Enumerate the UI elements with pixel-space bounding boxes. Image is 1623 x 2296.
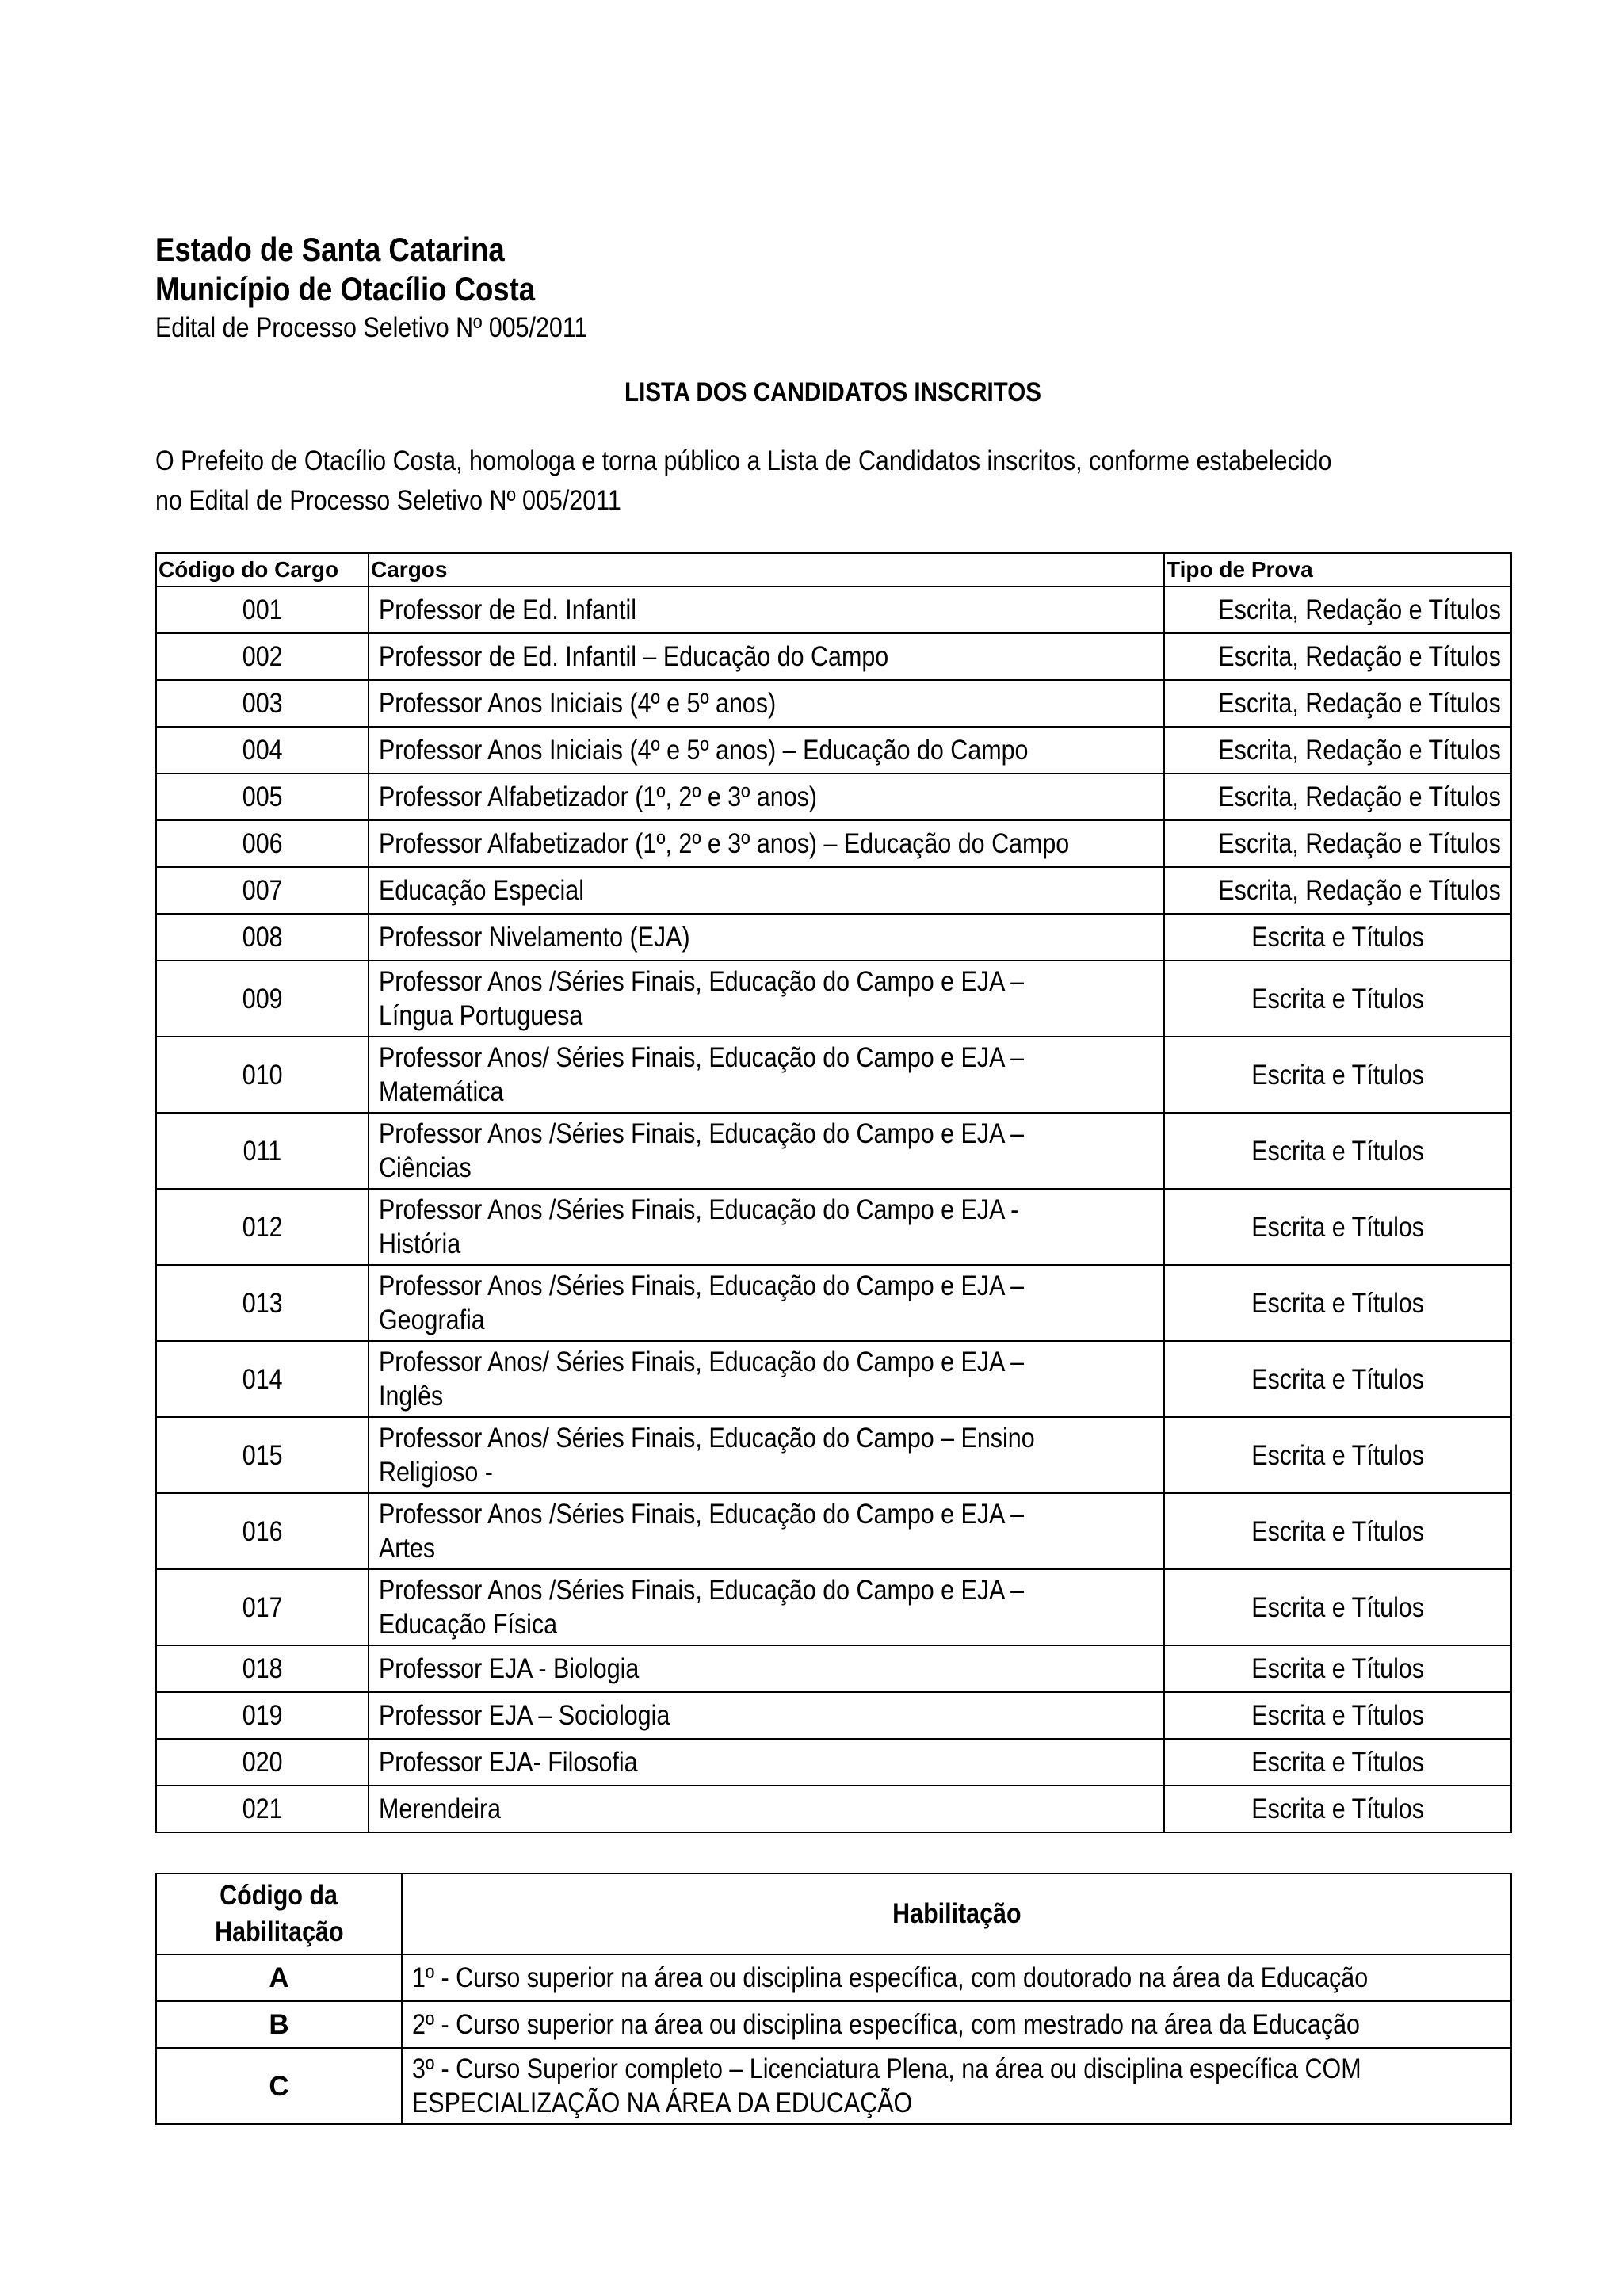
cargo-code-cell: 003: [156, 680, 369, 727]
cargo-code-cell: 021: [156, 1786, 369, 1832]
table-row: [156, 774, 1511, 820]
cargo-name-cell: Professor Anos /Séries Finais, Educação do Campo e EJA – Educação Física: [369, 1569, 1164, 1645]
cargo-name-cell: Professor Anos Iniciais (4º e 5º anos): [369, 680, 1164, 727]
table-header-row: [156, 553, 1511, 586]
cargo-name-cell: Professor Alfabetizador (1º, 2º e 3º anos): [369, 774, 1164, 820]
habilitacao-code-cell: C: [156, 2048, 402, 2124]
cargo-name-cell: Professor de Ed. Infantil – Educação do Campo: [369, 633, 1164, 680]
cargo-name-cell: Merendeira: [369, 1786, 1164, 1832]
cargo-name-cell: Professor Anos /Séries Finais, Educação do Campo e EJA - História: [369, 1189, 1164, 1265]
header-line: Código da: [220, 1880, 338, 1911]
habilitacao-desc-cell: 2º - Curso superior na área ou disciplina específica, com mestrado na área da Educação: [402, 2001, 1511, 2048]
habilitacao-code-cell: B: [156, 2001, 402, 2048]
tipo-prova-cell: Escrita, Redação e Títulos: [1164, 867, 1511, 914]
table-row: [156, 1493, 1511, 1569]
table-row: [156, 727, 1511, 774]
edital-line: Edital de Processo Seletivo Nº 005/2011: [155, 312, 588, 343]
tipo-prova-cell: Escrita e Títulos: [1164, 1265, 1511, 1341]
cargo-name-cell: Professor Anos/ Séries Finais, Educação do Campo e EJA – Matemática: [369, 1037, 1164, 1113]
table-row: [156, 867, 1511, 914]
cargo-code-cell: 001: [156, 586, 369, 633]
table-row: [156, 820, 1511, 867]
habilitacao-table: [155, 1873, 1512, 2125]
table-row: [156, 633, 1511, 680]
tipo-prova-cell: Escrita e Títulos: [1164, 1645, 1511, 1692]
table-row: [156, 1786, 1511, 1832]
cargo-code-cell: 011: [156, 1113, 369, 1189]
header-line: Habilitação: [214, 1916, 344, 1947]
table-row: [156, 914, 1511, 961]
table-row: [156, 1189, 1511, 1265]
cargo-code-cell: 012: [156, 1189, 369, 1265]
tipo-prova-cell: Escrita e Títulos: [1164, 961, 1511, 1037]
tipo-prova-cell: Escrita e Títulos: [1164, 1113, 1511, 1189]
tipo-prova-cell: Escrita, Redação e Títulos: [1164, 774, 1511, 820]
cargo-code-cell: 016: [156, 1493, 369, 1569]
habilitacao-table-body: [156, 1954, 1511, 2124]
cargos-table: [155, 552, 1512, 1833]
cargo-name-cell: Professor Anos/ Séries Finais, Educação do Campo e EJA – Inglês: [369, 1341, 1164, 1417]
table-row: [156, 1739, 1511, 1786]
tipo-prova-cell: Escrita e Títulos: [1164, 1569, 1511, 1645]
intro-line: O Prefeito de Otacílio Costa, homologa e torna público a Lista de Candidatos inscritos, conforme estabelecido: [155, 445, 1332, 476]
cargo-name-cell: Professor Alfabetizador (1º, 2º e 3º anos) – Educação do Campo: [369, 820, 1164, 867]
table-row: [156, 1341, 1511, 1417]
table-row: [156, 1692, 1511, 1739]
cargo-code-cell: 010: [156, 1037, 369, 1113]
table-row: [156, 1265, 1511, 1341]
intro-line: no Edital de Processo Seletivo Nº 005/2011: [155, 485, 621, 516]
tipo-prova-cell: Escrita e Títulos: [1164, 1341, 1511, 1417]
table-row: [156, 1954, 1511, 2001]
habilitacao-desc-cell: 1º - Curso superior na área ou disciplina específica, com doutorado na área da Educação: [402, 1954, 1511, 2001]
cargo-name-cell: Professor Anos Iniciais (4º e 5º anos) – Educação do Campo: [369, 727, 1164, 774]
cargo-code-cell: 020: [156, 1739, 369, 1786]
tipo-prova-cell: Escrita e Títulos: [1164, 1189, 1511, 1265]
table-row: [156, 586, 1511, 633]
cargo-name-cell: Professor Nivelamento (EJA): [369, 914, 1164, 961]
habilitacao-code-cell: A: [156, 1954, 402, 2001]
table-row: [156, 1645, 1511, 1692]
column-header-prova: Tipo de Prova: [1164, 553, 1511, 586]
table-row: [156, 2001, 1511, 2048]
cargo-code-cell: 015: [156, 1417, 369, 1493]
table-row: [156, 680, 1511, 727]
document-page: [155, 230, 1510, 2125]
cargo-name-cell: Professor de Ed. Infantil: [369, 586, 1164, 633]
tipo-prova-cell: Escrita e Títulos: [1164, 1692, 1511, 1739]
table-row: [156, 1113, 1511, 1189]
list-title: LISTA DOS CANDIDATOS INSCRITOS: [624, 377, 1041, 407]
cargo-code-cell: 017: [156, 1569, 369, 1645]
tipo-prova-cell: Escrita, Redação e Títulos: [1164, 727, 1511, 774]
table-header-row: [156, 1874, 1511, 1954]
tipo-prova-cell: Escrita e Títulos: [1164, 1739, 1511, 1786]
cargo-code-cell: 005: [156, 774, 369, 820]
cargo-name-cell: Professor EJA - Biologia: [369, 1645, 1164, 1692]
table-row: [156, 2048, 1511, 2124]
cargo-code-cell: 007: [156, 867, 369, 914]
intro-paragraph: [155, 441, 1510, 521]
cargo-code-cell: 006: [156, 820, 369, 867]
cargo-code-cell: 002: [156, 633, 369, 680]
table-row: [156, 1037, 1511, 1113]
column-header-hab-code: [156, 1874, 402, 1954]
tipo-prova-cell: Escrita, Redação e Títulos: [1164, 680, 1511, 727]
cargo-code-cell: 018: [156, 1645, 369, 1692]
cargo-name-cell: Professor Anos/ Séries Finais, Educação do Campo – Ensino Religioso -: [369, 1417, 1164, 1493]
tipo-prova-cell: Escrita, Redação e Títulos: [1164, 586, 1511, 633]
tipo-prova-cell: Escrita, Redação e Títulos: [1164, 820, 1511, 867]
column-header-hab: Habilitação: [402, 1874, 1511, 1954]
tipo-prova-cell: Escrita e Títulos: [1164, 1037, 1511, 1113]
cargo-code-cell: 009: [156, 961, 369, 1037]
state-heading: Estado de Santa Catarina: [155, 231, 505, 268]
tipo-prova-cell: Escrita e Títulos: [1164, 1786, 1511, 1832]
cargo-name-cell: Professor Anos /Séries Finais, Educação do Campo e EJA – Ciências: [369, 1113, 1164, 1189]
table-row: [156, 961, 1511, 1037]
cargo-name-cell: Educação Especial: [369, 867, 1164, 914]
column-header-code: Código do Cargo: [156, 553, 369, 586]
cargo-code-cell: 014: [156, 1341, 369, 1417]
tipo-prova-cell: Escrita e Títulos: [1164, 1493, 1511, 1569]
table-row: [156, 1569, 1511, 1645]
cargo-name-cell: Professor Anos /Séries Finais, Educação do Campo e EJA – Língua Portuguesa: [369, 961, 1164, 1037]
cargo-code-cell: 008: [156, 914, 369, 961]
cargo-code-cell: 004: [156, 727, 369, 774]
tipo-prova-cell: Escrita e Títulos: [1164, 914, 1511, 961]
cargo-code-cell: 019: [156, 1692, 369, 1739]
column-header-cargo: Cargos: [369, 553, 1164, 586]
cargo-name-cell: Professor Anos /Séries Finais, Educação do Campo e EJA – Artes: [369, 1493, 1164, 1569]
tipo-prova-cell: Escrita e Títulos: [1164, 1417, 1511, 1493]
cargo-name-cell: Professor EJA- Filosofia: [369, 1739, 1164, 1786]
habilitacao-desc-cell: 3º - Curso Superior completo – Licenciatura Plena, na área ou disciplina específica COM ESPECIALIZAÇÃO NA ÁREA DA EDUCAÇÃO: [402, 2048, 1511, 2124]
tipo-prova-cell: Escrita, Redação e Títulos: [1164, 633, 1511, 680]
municipality-heading: Município de Otacílio Costa: [155, 270, 536, 308]
cargos-table-body: [156, 586, 1511, 1832]
table-row: [156, 1417, 1511, 1493]
cargo-code-cell: 013: [156, 1265, 369, 1341]
cargo-name-cell: Professor EJA – Sociologia: [369, 1692, 1164, 1739]
cargo-name-cell: Professor Anos /Séries Finais, Educação do Campo e EJA – Geografia: [369, 1265, 1164, 1341]
